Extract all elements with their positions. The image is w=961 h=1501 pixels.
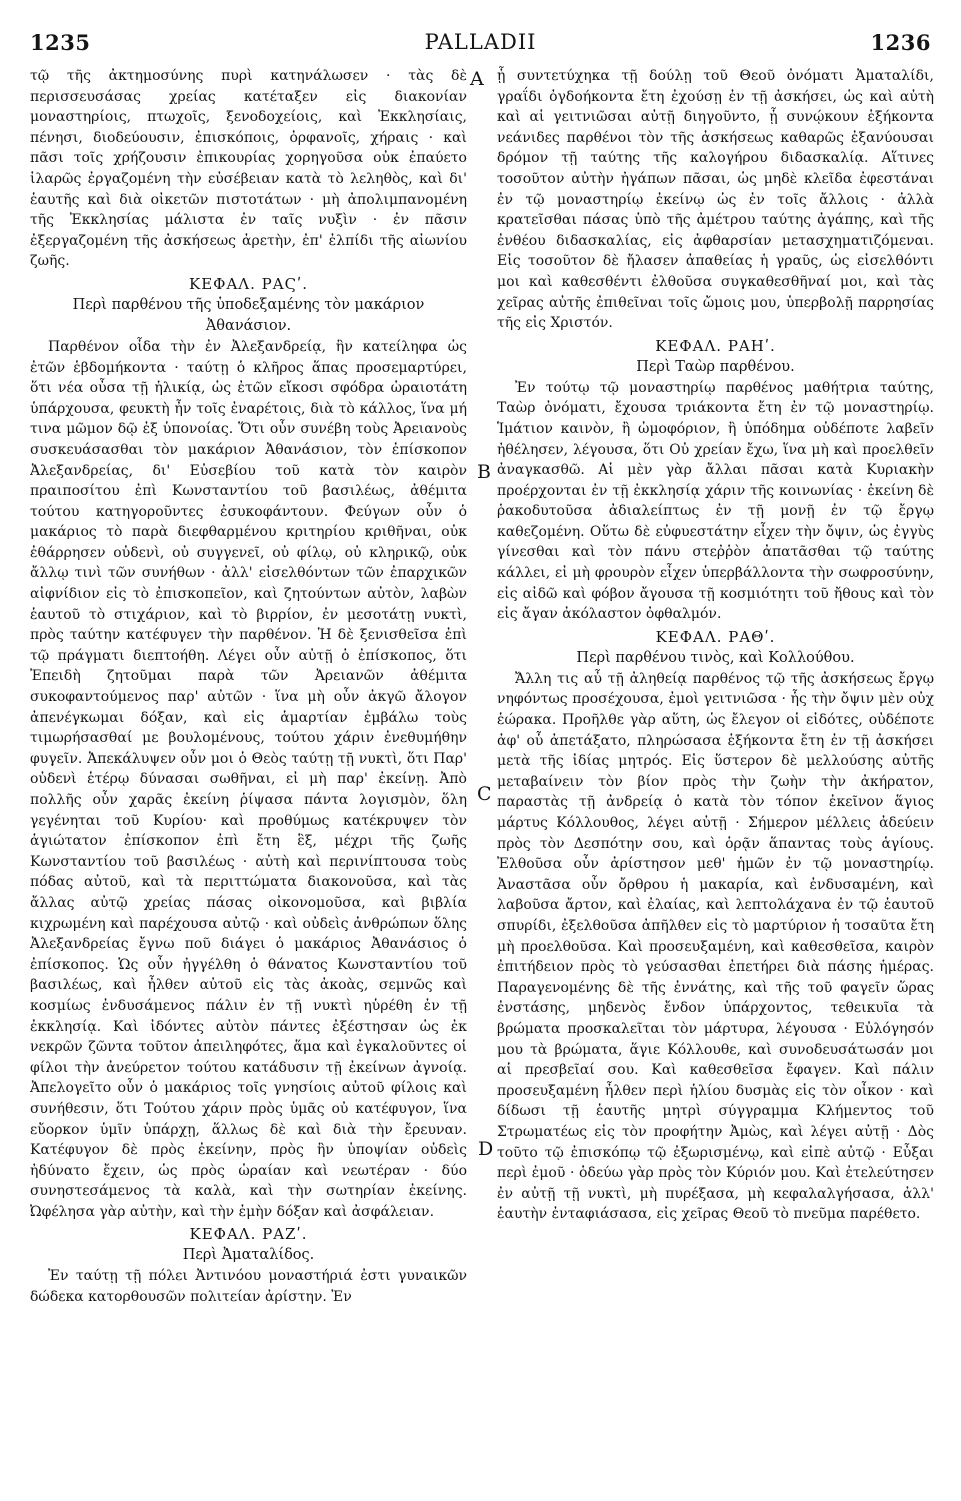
margin-marker-a: A: [470, 68, 484, 90]
left-column: [30, 66, 467, 1308]
margin-marker-b: B: [477, 461, 491, 483]
paragraph: Παρθένον οἶδα τὴν ἐν Ἀλεξανδρείᾳ, ἣν κατείληφα ὡς ἐτῶν ἑβδομήκοντα · ταύτῃ ὁ κλῆρος ἅπας προσεμαρτύρει, ὅτι νέα οὖσα τῇ ἡλικίᾳ, ὡς ἐτῶν εἴκοσι σφόδρα ὡραιοτάτη ὑπάρχουσα, φευκτὴ ἦν τοῖς ἐναρέτοις, διὰ τὸ κάλλος, ἵνα μή τινα μῶμον δῷ ἐξ ὑπονοίας. Ὅτι οὖν συνέβη τοὺς Ἀρειανοὺς συσκευάσασθαι τὸν μακάριον Ἀθανάσιον, τὸν ἐπίσκοπον Ἀλεξανδρείας, δι' Εὐσεβίου τοῦ κατὰ τὸν καιρὸν πραιποσίτου ἐπὶ Κωνσταντίου τοῦ βασιλέως, ἀθέμιτα τούτου κατηγοροῦντες ἐσυκοφάντουν. Φεύγων οὖν ὁ μακάριος τὸ παρὰ διεφθαρμένου κριτηρίου κριθῆναι, οὐκ ἐθάρρησεν οὐδενὶ, οὐ συγγενεῖ, οὐ φίλῳ, οὐ κληρικῷ, οὐκ ἄλλῳ τινὶ τῶν συνήθων · ἀλλ' εἰσελθόντων τῶν ἐπαρχικῶν αἰφνίδιον εἰς τὸ ἐπισκοπεῖον, καὶ ζητούντων αὐτὸν, λαβὼν ἑαυτοῦ τὸ στιχάριον, καὶ τὸ βιρρίον, ἐν μεσοτάτῃ νυκτὶ, πρὸς ταύτην κατέφυγεν τὴν παρθένον. Ἡ δὲ ξενισθεῖσα ἐπὶ τῷ πράγματι διεπτοήθη. Λέγει οὖν αὐτῇ ὁ ἐπίσκοπος, ὅτι Ἐπειδὴ ζητοῦμαι παρὰ τῶν Ἀρειανῶν ἀθέμιτα συκοφαντούμενος παρ' αὐτῶν · ἵνα μὴ οὖν ἀκγῶ ἄλογον ἀπενέγκωμαι δόξαν, καὶ εἰς ἁμαρτίαν ἐμβάλω τοὺς τιμωρήσασθαί με βουλομένους, τούτου χάριν ἐνεθυμήθην φυγεῖν. Ἀπεκάλυψεν οὖν μοι ὁ Θεὸς ταύτῃ τῇ νυκτὶ, ὅτι Παρ' οὐδενὶ ἑτέρῳ δύνασαι σωθῆναι, εἰ μὴ παρ' ἐκείνῃ. Ἀπὸ πολλῆς οὖν χαρᾶς ἐκείνη ῥίψασα πάντα λογισμὸν, ὅλη γεγένηται τοῦ Κυρίου· καὶ προθύμως κατέκρυψεν τὸν ἁγιώτατον ἐπίσκοπον ἐπὶ ἔτη ἓξ, μέχρι τῆς ζωῆς Κωνσταντίου τοῦ βασιλέως · αὐτὴ καὶ περινίπτουσα τοὺς πόδας αὐτοῦ, καὶ τὰ περιττώματα διακονοῦσα, καὶ τὰς ἄλλας αὐτῷ χρείας πάσας οἰκονομοῦσα, καὶ βιβλία κιχρωμένη καὶ παρέχουσα αὐτῷ · καὶ οὐδεὶς ἀνθρώπων ὅλης Ἀλεξανδρείας ἔγνω ποῦ διάγει ὁ μακάριος Ἀθανάσιος ὁ ἐπίσκοπος. Ὡς οὖν ἠγγέλθη ὁ θάνατος Κωνσταντίου τοῦ βασιλέως, καὶ ἦλθεν αὐτοῦ εἰς τὰς ἀκοὰς, σεμνῶς καὶ κοσμίως ἐνδυσάμενος πάλιν ἐν τῇ νυκτὶ ηὑρέθη ἐν τῇ ἐκκλησίᾳ. Καὶ ἰδόντες αὐτὸν πάντες ἐξέστησαν ὡς ἐκ νεκρῶν ζῶντα τοῦτον ἀπειληφότες, ἅμα καὶ ἐγκαλοῦντες οἱ φίλοι τὴν ἀνεύρετον τούτου κατάδυσιν τῇ ἐκείνων ἀγνοίᾳ. Ἀπελογεῖτο οὖν ὁ μακάριος τοῖς γνησίοις αὐτοῦ φίλοις καὶ συνήθεσιν, ὅτι Τούτου χάριν πρὸς ὑμᾶς οὐ κατέφυγον, ἵνα εὔορκον ὑμῖν ὑπάρχῃ, ἅλλως δὲ καὶ διὰ τὴν ἔρευναν. Κατέφυγον δὲ πρὸς ἐκείνην, πρὸς ἣν ὑποψίαν οὐδεὶς ἠδύνατο ἔχειν, ὡς πρὸς ὡραίαν καὶ νεωτέραν · δύο συνηστεσάμενος τὰ καλὰ, καὶ τὴν σωτηρίαν ἐκείνης. Ὠφέλησα γὰρ αὐτὴν, καὶ τὴν ἐμὴν δόξαν καὶ ἀσφάλειαν.: [30, 338, 467, 1220]
chapter-heading: ΚΕΦΑΛ. ΡΑϚʹ.: [189, 274, 308, 293]
chapter-heading: ΚΕΦΑΛ. ΡΑΖʹ.: [189, 1225, 308, 1244]
chapter-subtitle: Περὶ παρθένου τινὸς, καὶ Κολλούθου.: [576, 649, 855, 666]
running-title: PALLADII: [424, 30, 537, 54]
page-number-right: 1236: [870, 30, 931, 55]
paragraph: ᾗ συντετύχηκα τῇ δούλῃ τοῦ Θεοῦ ὀνόματι Ἀματαλίδι, γραΐδι ὀγδοήκοντα ἔτη ἐχούσῃ ἐν τῇ ἀσκήσει, ὡς καὶ αὐτὴ καὶ αἱ γειτνιῶσαι αὐτῇ διηγοῦντο, ᾗ συνῴκουν ἑξήκοντα νεάνιδες παρθένοι τὸν τῆς ἀσκήσεως καθαρῶς ἐξανύουσαι δρόμον τῇ ταύτης τῆς καλογήρου διδασκαλίᾳ. Αἵτινες τοσοῦτον αὐτὴν ἠγάπων πᾶσαι, ὡς μηδὲ κλεῖδα ἐφεστάναι ἐν τῷ μοναστηρίῳ ἐκείνῳ ὡς ἐν τοῖς ἄλλοις · ἀλλὰ κρατεῖσθαι πάσας ὑπὸ τῆς ἀμέτρου ταύτης ἀγάπης, καὶ τῆς ἐνθέου διδασκαλίας, εἰς ἀφθαρσίαν μετασχηματιζόμεναι. Εἰς τοσοῦτον δὲ ἤλασεν ἀπαθείας ἡ γραῦς, ὡς εἰσελθόντι μοι καὶ καθεσθέντι ἐλθοῦσα συγκαθεσθῆναί μοι, καὶ τὰς χεῖρας αὐτῆς ἐπιθεῖναι τοῖς ὤμοις μου, ὑπερβολῇ παρρησίας τῆς εἰς Χριστόν.: [497, 68, 934, 332]
chapter-subtitle: Περὶ παρθένου τῆς ὑποδεξαμένης τὸν μακάριον Ἀθανάσιον.: [72, 296, 425, 334]
chapter-subtitle: Περὶ Ἀματαλίδος.: [182, 1247, 315, 1264]
running-header: [30, 30, 931, 60]
margin-marker-d: D: [478, 1138, 494, 1160]
margin-marker-c: C: [477, 783, 492, 805]
page-number-left: 1235: [30, 30, 91, 55]
chapter-heading: ΚΕΦΑΛ. ΡΑΗʹ.: [655, 336, 776, 355]
paragraph: Ἐν ταύτῃ τῇ πόλει Ἀντινόου μοναστήριά ἐστι γυναικῶν δώδεκα κατορθουσῶν πολιτείαν ἀρίστην. Ἐν: [30, 1268, 467, 1306]
right-column: [497, 66, 934, 1225]
paragraph: τῷ τῆς ἀκτημοσύνης πυρὶ κατηνάλωσεν · τὰς δὲ περισσευσάσας χρείας κατέταξεν εἰς διακονίαν μοναστηρίοις, πτωχοῖς, ξενοδοχείοις, καὶ Ἐκκλησίαις, πένησι, διοδεύουσιν, ἐπισκόποις, ὀρφανοῖς, χήραις · καὶ πᾶσι τοῖς χρήζουσιν ἐπικουρίας χορηγοῦσα οὐκ ἐπαύετο ἱλαρῶς ἐργαζομένη τὴν εὐσέβειαν κατὰ τὸ λεληθὸς, καὶ δι' ἑαυτῆς καὶ διὰ οἰκετῶν πιστοτάτων · μὴ ἀπολιμπανομένη τῆς Ἐκκλησίας μάλιστα ἐν ταῖς νυξὶν · ἐν πᾶσιν ἐξεργαζομένη τῆς ἀσκήσεως ἀρετὴν, ἐπ' ἐλπίδι τῆς αἰωνίου ζωῆς.: [30, 68, 467, 270]
chapter-heading: ΚΕΦΑΛ. ΡΑΘʹ.: [655, 627, 776, 646]
chapter-subtitle: Περὶ Ταὼρ παρθένου.: [636, 358, 795, 375]
paragraph: Ἄλλη τις αὖ τῇ ἀληθείᾳ παρθένος τῷ τῆς ἀσκήσεως ἔργῳ νηφόντως προσέχουσα, ἐμοὶ γειτνιῶσα · ἧς τὴν ὄψιν μὲν οὐχ ἑώρακα. Προῆλθε γὰρ αὕτη, ὡς ἔλεγον οἱ εἰδότες, οὐδέποτε ἀφ' οὗ ἀπετάξατο, πληρώσασα ἑξήκοντα ἔτη ἐν τῇ ἀσκήσει μετὰ τῆς ἰδίας μητρός. Εἰς ὕστερον δὲ μελλούσης αὐτῆς μεταβαίνειν τὸν βίον πρὸς τὴν ζωὴν τὴν ἀκήρατον, παραστὰς τῇ ἀνδρείᾳ ὁ κατὰ τὸν τόπον ἐκεῖνον ἅγιος μάρτυς Κόλλουθος, λέγει αὐτῇ · Σήμερον μέλλεις ἀδεύειν πρὸς τὸν Δεσπότην σου, καὶ ὁρᾷν ἅπαντας τοὺς ἁγίους. Ἐλθοῦσα οὖν ἀρίστησον μεθ' ἡμῶν ἐν τῷ μοναστηρίῳ. Ἀναστᾶσα οὖν ὄρθρου ἡ μακαρία, καὶ ἐνδυσαμένη, καὶ λαβοῦσα ἄρτον, καὶ ἐλαίας, καὶ λεπτολάχανα ἐν τῷ ἑαυτοῦ σπυρίδι, ἐξελθοῦσα ἀπῆλθεν εἰς τὸ μαρτύριον ἡ τοσαῦτα ἔτη μὴ προελθοῦσα. Καὶ προσευξαμένη, καὶ καθεσθεῖσα, καιρὸν ἐπιτήδειον πρὸς τὸ γεύσασθαι ἐπετήρει διὰ πάσης ἡμέρας. Παραγενομένης δὲ τῆς ἐννάτης, καὶ τῆς τοῦ φαγεῖν ὥρας ἐνστάσης, μηδενὸς ἔνδον ὑπάρχοντος, τεθεικυῖα τὰ βρώματα προσκαλεῖται τὸν μάρτυρα, λέγουσα · Εὐλόγησόν μου τὰ βρώματα, ἅγιε Κόλλουθε, καὶ συνοδευσάτωσάν μοι αἱ πρεσβεῖαί σου. Καὶ καθεσθεῖσα ἔφαγεν. Καὶ πάλιν προσευξαμένη ἦλθεν περὶ ἡλίου δυσμὰς εἰς τὸν οἶκον · καὶ δίδωσι τῇ ἑαυτῆς μητρὶ σύγγραμμα Κλήμεντος τοῦ Στρωματέως εἰς τὸν προφήτην Ἀμὼς, καὶ λέγει αὐτῇ · Δὸς τοῦτο τῷ ἐπισκόπῳ τῷ ἐξωρισμένῳ, καὶ εἰπὲ αὐτῷ · Εὖξαι περὶ ἐμοῦ · ὁδεύω γὰρ πρὸς τὸν Κύριόν μου. Καὶ ἐτελεύτησεν ἐν αὐτῇ τῇ νυκτὶ, μὴ πυρέξασα, μὴ κεφαλαλγήσασα, ἀλλ' ἑαυτὴν ἐνταφιάσασα, εἰς χεῖρας Θεοῦ τὸ πνεῦμα παρέθετο.: [497, 670, 934, 1223]
paragraph: Ἐν τούτῳ τῷ μοναστηρίῳ παρθένος μαθήτρια ταύτης, Ταὼρ ὀνόματι, ἔχουσα τριάκοντα ἔτη ἐν τῷ μοναστηρίῳ. Ἱμάτιον καινὸν, ἢ ὠμοφόριον, ἢ ὑπόδημα οὐδέποτε λαβεῖν ἠθέλησεν, λέγουσα, ὅτι Οὐ χρείαν ἔχω, ἵνα μὴ καὶ προελθεῖν ἀναγκασθῶ. Αἱ μὲν γὰρ ἄλλαι πᾶσαι κατὰ Κυριακὴν προέρχονται ἐν τῇ ἐκκλησίᾳ χάριν τῆς κοινωνίας · ἐκείνη δὲ ῥακοδυτοῦσα ἀδιαλείπτως ἐν τῇ μονῇ ἐν τῷ ἔργῳ καθεζομένη. Οὕτω δὲ εὐφυεστάτην εἶχεν τὴν ὄψιν, ὡς ἐγγὺς γίνεσθαι καὶ τὸν πάνυ στεῤῥὸν ἀπατᾶσθαι τῷ ταύτης κάλλει, εἰ μὴ φρουρὸν εἶχεν ὑπερβάλλοντα τὴν σωφροσύνην, εἰς αἰδῶ καὶ φόβον ἄγουσα τῇ κοσμιότητι τοῦ ἤθους καὶ τὸν εἰς ἄγαν ἀκόλαστον ὀφθαλμόν.: [497, 379, 934, 623]
